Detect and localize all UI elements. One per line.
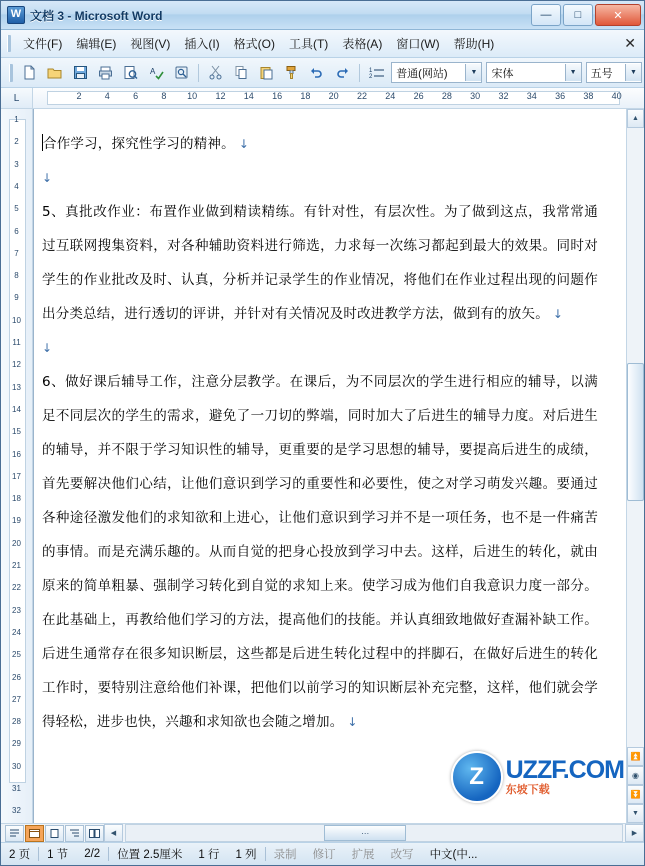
vertical-ruler-tick: 16 xyxy=(12,449,21,459)
pilcrow-mark: ↓ xyxy=(548,307,564,321)
toolbar-separator-2 xyxy=(359,64,360,82)
ruler-tick: 2 xyxy=(76,91,82,101)
format-painter-icon[interactable] xyxy=(280,61,303,85)
vertical-ruler-tick: 8 xyxy=(14,271,19,281)
scroll-down-button[interactable]: ▼ xyxy=(627,804,644,823)
horizontal-scroll-thumb[interactable]: ⋯ xyxy=(324,825,405,841)
vertical-ruler-tick: 1 xyxy=(14,115,19,124)
status-column: 1 列 xyxy=(235,849,257,861)
vertical-ruler-tick: 18 xyxy=(12,494,21,504)
ruler-tick: 12 xyxy=(215,91,226,101)
status-mode-extend[interactable]: 扩展 xyxy=(351,849,375,861)
document-canvas[interactable] xyxy=(33,109,626,823)
menu-file[interactable]: 文件(F) xyxy=(23,37,63,51)
font-size-value: 五号 xyxy=(590,67,613,80)
horizontal-scroll-track[interactable] xyxy=(125,824,623,842)
vertical-ruler-tick: 23 xyxy=(12,605,21,615)
outline-view-icon[interactable] xyxy=(65,825,84,842)
style-value: 普通(网站) xyxy=(396,67,448,80)
menu-bar xyxy=(1,30,644,58)
pilcrow-mark: ↓ xyxy=(234,137,250,151)
horizontal-scroll-row xyxy=(1,823,644,842)
ruler-tick: 8 xyxy=(161,91,167,101)
menu-help[interactable]: 帮助(H) xyxy=(453,37,495,51)
maximize-button[interactable]: □ xyxy=(563,4,593,26)
vertical-ruler-tick: 32 xyxy=(12,806,21,816)
vertical-ruler-tick: 2 xyxy=(14,137,19,147)
ruler-tick: 30 xyxy=(470,91,481,101)
chevron-down-icon[interactable]: ▼ xyxy=(625,64,641,81)
scroll-up-button[interactable]: ▲ xyxy=(627,109,644,128)
print-layout-view-icon[interactable] xyxy=(45,825,64,842)
vertical-ruler-tick: 24 xyxy=(12,627,21,637)
previous-page-button[interactable]: ⏫ xyxy=(627,747,644,766)
ruler-tick: 20 xyxy=(328,91,339,101)
print-icon[interactable] xyxy=(94,61,117,85)
ruler-tick: 36 xyxy=(555,91,566,101)
vertical-ruler-tick: 10 xyxy=(12,315,21,325)
toolbar-drag-handle[interactable] xyxy=(9,64,13,82)
menu-table[interactable]: 表格(A) xyxy=(342,37,383,51)
svg-text:1: 1 xyxy=(368,68,372,74)
status-mode-revision[interactable]: 修订 xyxy=(312,849,336,861)
ruler-tick: 28 xyxy=(441,91,452,101)
vertical-ruler-tick: 31 xyxy=(12,784,21,793)
paragraph-5[interactable] xyxy=(42,365,598,739)
menu-view[interactable]: 视图(V) xyxy=(130,37,171,51)
window-title: 文档 3 - Microsoft Word xyxy=(30,8,163,23)
close-document-icon[interactable]: ✕ xyxy=(624,35,636,51)
style-combobox[interactable] xyxy=(391,62,482,83)
paragraph-2[interactable] xyxy=(42,161,598,195)
vertical-ruler-tick: 15 xyxy=(12,427,21,437)
ruler-tick: 14 xyxy=(243,91,254,101)
ruler-strip[interactable] xyxy=(33,88,644,108)
status-section: 1 节 xyxy=(47,849,69,861)
ruler-tick: 40 xyxy=(611,91,622,101)
vertical-ruler-tick: 5 xyxy=(14,204,19,214)
status-position: 位置 2.5厘米 xyxy=(117,849,183,861)
ruler-tick: 34 xyxy=(526,91,537,101)
svg-text:2: 2 xyxy=(368,74,372,80)
ruler-tick: 24 xyxy=(385,91,396,101)
vertical-ruler-tick: 30 xyxy=(12,761,21,771)
ruler-tick: 22 xyxy=(356,91,368,101)
ruler-tick: 38 xyxy=(583,91,594,101)
paragraph-3[interactable] xyxy=(42,195,598,331)
ruler-tick: 10 xyxy=(187,91,198,101)
vertical-scroll-thumb[interactable] xyxy=(627,363,644,501)
font-combobox[interactable] xyxy=(486,62,581,83)
view-mode-buttons xyxy=(1,825,104,842)
menu-edit[interactable]: 编辑(E) xyxy=(76,37,117,51)
vertical-ruler-tick: 22 xyxy=(12,583,21,593)
print-preview-icon[interactable] xyxy=(119,61,142,85)
vertical-ruler-tick: 25 xyxy=(12,650,21,660)
next-page-button[interactable]: ⏬ xyxy=(627,785,644,804)
status-mode-overtype[interactable]: 改写 xyxy=(390,849,414,861)
watermark-logo-icon: Z xyxy=(451,751,503,803)
status-language[interactable]: 中文(中... xyxy=(429,849,478,861)
vertical-ruler-tick: 9 xyxy=(14,293,19,303)
window-controls xyxy=(531,4,641,26)
copy-icon[interactable] xyxy=(229,61,252,85)
select-browse-object-button[interactable]: ◉ xyxy=(627,766,644,785)
ruler-tick: 6 xyxy=(133,91,139,101)
vertical-ruler-tick: 7 xyxy=(14,248,19,258)
ruler-tick: 18 xyxy=(300,91,311,101)
menu-insert[interactable]: 插入(I) xyxy=(184,37,220,51)
normal-view-icon[interactable] xyxy=(5,825,24,842)
spellcheck-icon[interactable] xyxy=(144,61,167,85)
ruler-tick: 26 xyxy=(413,91,424,101)
status-pages: 2 页 xyxy=(9,849,31,861)
pilcrow-mark: ↓ xyxy=(42,341,53,355)
toolbar-separator xyxy=(198,64,199,82)
numbering-icon[interactable] xyxy=(365,61,388,85)
vertical-ruler-tick: 17 xyxy=(12,471,21,481)
pilcrow-mark: ↓ xyxy=(343,715,358,729)
word-document-icon: W xyxy=(7,6,25,24)
research-icon[interactable] xyxy=(170,61,193,85)
vertical-ruler[interactable] xyxy=(1,109,33,823)
scroll-right-button[interactable]: ▶ xyxy=(625,824,644,842)
svg-text:A: A xyxy=(149,67,155,76)
paragraph-4[interactable] xyxy=(42,331,598,365)
ruler-tick: 32 xyxy=(498,91,509,101)
vertical-ruler-tick: 28 xyxy=(12,717,21,727)
vertical-ruler-tick: 13 xyxy=(12,382,21,392)
paragraph-3-text: 5、真批改作业：布置作业做到精读精练。有针对性，有层次性。为了做到这点，我常常通过互联网搜集资料，对各种辅助资料进行筛选，力求每一次练习都起到最大的效果。同时对学生的作业批改及时、认真，分析并记录学生的作业情况，将他们在作业过程出现的问题作出分类总结，进行透切的评讲，并针对有关情况及时改进教学方法，做到有的放矢。 xyxy=(42,204,598,322)
menu-window[interactable]: 窗口(W) xyxy=(396,37,440,51)
status-mode-record[interactable]: 录制 xyxy=(273,849,297,861)
paragraph-1[interactable] xyxy=(42,127,598,161)
watermark-sub-text: 东坡下载 xyxy=(505,784,550,796)
status-page-of: 2/2 xyxy=(84,848,101,860)
vertical-ruler-tick: 14 xyxy=(12,404,21,414)
vertical-ruler-tick: 26 xyxy=(12,672,21,682)
paste-icon[interactable] xyxy=(255,61,278,85)
document-page[interactable] xyxy=(34,109,626,823)
editor-area xyxy=(1,109,644,823)
reading-view-icon[interactable] xyxy=(85,825,104,842)
web-layout-view-icon[interactable] xyxy=(25,825,44,842)
vertical-ruler-tick: 4 xyxy=(14,181,19,191)
minimize-button[interactable]: — xyxy=(531,4,561,26)
redo-icon[interactable] xyxy=(331,61,354,85)
ruler-tick: 4 xyxy=(104,91,110,101)
close-button[interactable]: ✕ xyxy=(595,4,641,26)
menu-format[interactable]: 格式(O) xyxy=(233,37,275,51)
chevron-down-icon[interactable]: ▼ xyxy=(565,64,581,81)
ruler-tick: 16 xyxy=(272,91,283,101)
standard-toolbar xyxy=(1,58,644,88)
new-document-icon[interactable] xyxy=(18,61,41,85)
vertical-ruler-tick: 20 xyxy=(12,538,21,548)
pilcrow-mark: ↓ xyxy=(42,171,53,185)
vertical-ruler-tick: 3 xyxy=(14,159,19,169)
paragraph-1-text: 合作学习，探究性学习的精神。 xyxy=(43,136,235,152)
chevron-down-icon[interactable]: ▼ xyxy=(465,64,481,81)
ruler-corner-tab[interactable]: L xyxy=(1,88,33,108)
undo-icon[interactable] xyxy=(305,61,328,85)
vertical-ruler-tick: 29 xyxy=(12,739,21,749)
vertical-ruler-tick: 19 xyxy=(12,516,21,526)
vertical-ruler-tick: 11 xyxy=(12,338,21,347)
horizontal-ruler[interactable] xyxy=(1,88,644,109)
vertical-ruler-tick: 27 xyxy=(12,694,21,704)
watermark-main-text: UZZF.COM xyxy=(505,756,624,784)
status-line: 1 行 xyxy=(198,849,220,861)
vertical-ruler-tick: 6 xyxy=(14,226,19,236)
paragraph-5-text: 6、做好课后辅导工作，注意分层教学。在课后，为不同层次的学生进行相应的辅导，以满足不同层次的学生的需求，避免了一刀切的弊端，同时加大了后进生的辅导力度。对后进生的辅导，并不限于学习知识性的辅导，更重要的是学习思想的辅导，要提高后进生的成绩，首先要解决他们心结，让他们意识到学习的重要性和必要性，使之对学习萌发兴趣。要通过各种途径激发他们的求知欲和上进心，让他们意识到学习并不是一项任务，也不是一件痛苦的事情。而是充满乐趣的。从而自觉的把身心投放到学习中去。这样，后进生的转化，就由原来的简单粗暴、强制学习转化到自觉的求知上来。使学习成为他们自我意识力度一部分。在此基础上，再教给他们学习的方法，提高他们的技能。并认真细致地做好查漏补缺工作。后进生通常存在很多知识断层，这些都是后进生转化过程中的拌脚石，在做好后进生的转化工作时，要特别注意给他们补课，把他们以前学习的知识断层补充完整，这样，他们就会学得轻松，进步也快，兴趣和求知欲也会随之增加。 xyxy=(42,374,598,730)
status-bar xyxy=(1,842,644,865)
font-value: 宋体 xyxy=(491,67,514,80)
vertical-ruler-tick: 12 xyxy=(12,360,21,370)
title-bar xyxy=(1,1,644,30)
save-icon[interactable] xyxy=(69,61,92,85)
vertical-ruler-tick: 21 xyxy=(12,561,21,570)
cut-icon[interactable] xyxy=(204,61,227,85)
vertical-scrollbar[interactable] xyxy=(626,109,644,823)
menu-drag-handle[interactable] xyxy=(7,35,11,52)
font-size-combobox[interactable] xyxy=(586,62,642,83)
vertical-scroll-track[interactable] xyxy=(627,128,644,747)
menu-tools[interactable]: 工具(T) xyxy=(288,37,329,51)
scroll-left-button[interactable]: ◀ xyxy=(104,824,123,842)
open-folder-icon[interactable] xyxy=(43,61,66,85)
